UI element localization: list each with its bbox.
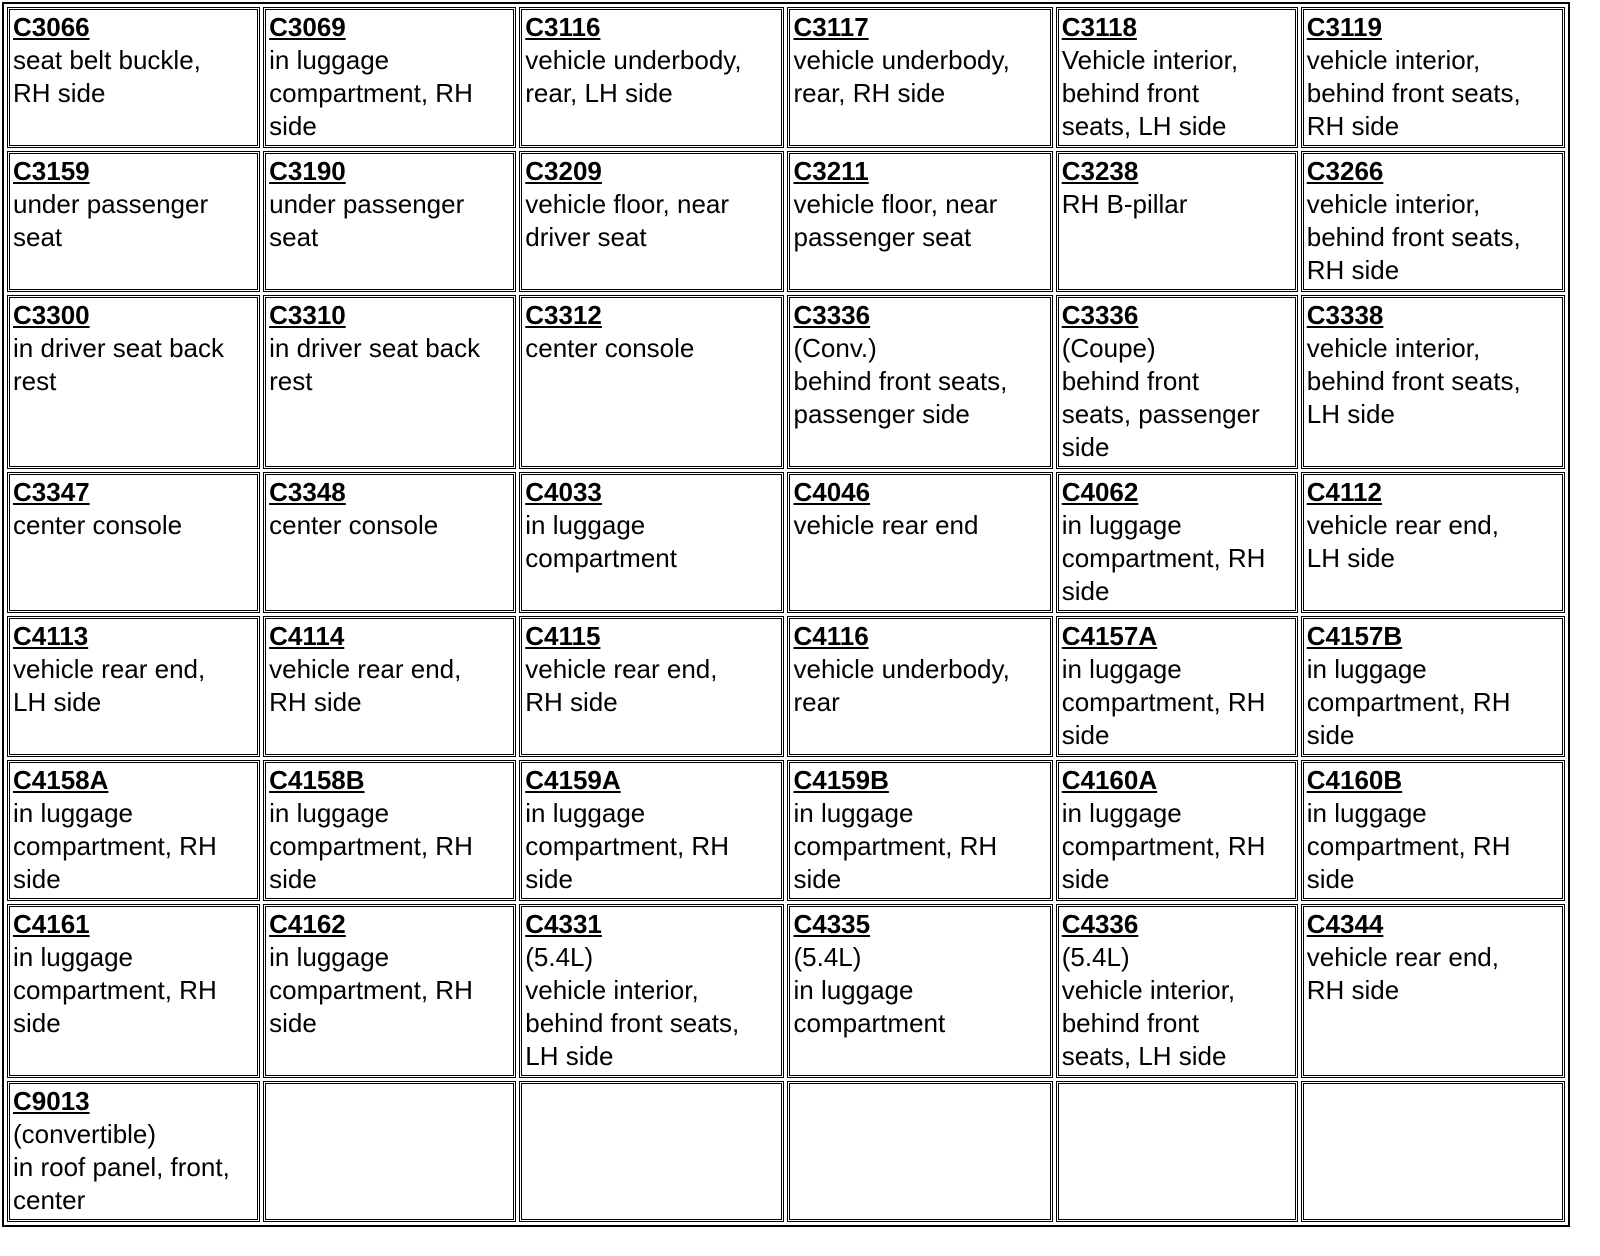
connector-location: center console (269, 510, 439, 540)
connector-location: in driver seat back rest (269, 333, 481, 396)
connector-location: in luggage compartment, RH side (269, 45, 473, 141)
connector-id-link[interactable]: C3117 (793, 12, 869, 42)
connector-id-link[interactable]: C4062 (1061, 477, 1139, 507)
connector-id-link[interactable]: C4157B (1306, 621, 1403, 651)
connector-cell (7, 295, 260, 469)
connector-id-link[interactable]: C4335 (793, 909, 871, 939)
connector-cell (787, 904, 1052, 1078)
connector-cell (1301, 760, 1565, 901)
connector-id-link[interactable]: C3159 (13, 156, 90, 186)
table-row (7, 151, 1565, 292)
connector-location: in luggage compartment, RH side (1061, 510, 1266, 606)
connector-location: vehicle floor, near driver seat (525, 189, 730, 252)
empty-cell (1056, 1081, 1298, 1222)
connector-location: vehicle rear end, LH side (13, 654, 206, 717)
connector-cell (263, 151, 516, 292)
connector-id-link[interactable]: C3348 (269, 477, 346, 507)
connector-id-link[interactable]: C3310 (269, 300, 346, 330)
connector-cell (1056, 760, 1298, 901)
connector-cell (1301, 7, 1565, 148)
connector-id-link[interactable]: C3118 (1061, 12, 1137, 42)
connector-cell (519, 616, 784, 757)
connector-location: vehicle underbody, rear, LH side (525, 45, 742, 108)
connector-location: (5.4L) vehicle interior, behind front seats, LH side (525, 942, 740, 1071)
connector-table-body (7, 7, 1565, 1222)
connector-id-link[interactable]: C4113 (13, 621, 89, 651)
connector-location: (5.4L) in luggage compartment (793, 942, 946, 1038)
connector-id-link[interactable]: C4112 (1306, 477, 1382, 507)
connector-location: (5.4L) vehicle interior, behind front seats, LH side (1061, 942, 1236, 1071)
connector-location: vehicle rear end (793, 510, 979, 540)
connector-location: in luggage compartment (525, 510, 677, 573)
connector-location: vehicle underbody, rear (793, 654, 1010, 717)
connector-location: Vehicle interior, behind front seats, LH side (1061, 45, 1239, 141)
connector-cell (1301, 616, 1565, 757)
connector-cell (787, 151, 1052, 292)
connector-id-link[interactable]: C3119 (1306, 12, 1382, 42)
connector-id-link[interactable]: C3300 (13, 300, 90, 330)
connector-cell (7, 616, 260, 757)
connector-cell (787, 7, 1052, 148)
connector-id-link[interactable]: C3066 (13, 12, 90, 42)
connector-cell (787, 760, 1052, 901)
connector-location: vehicle interior, behind front seats, LH side (1306, 333, 1521, 429)
connector-id-link[interactable]: C4331 (525, 909, 602, 939)
connector-location: in luggage compartment, RH side (1306, 654, 1511, 750)
connector-location: vehicle floor, near passenger seat (793, 189, 998, 252)
connector-location: in luggage compartment, RH side (13, 942, 217, 1038)
connector-id-link[interactable]: C9013 (13, 1086, 90, 1116)
connector-cell (1056, 472, 1298, 613)
connector-location: in luggage compartment, RH side (269, 798, 473, 894)
connector-location: RH B-pillar (1061, 189, 1188, 219)
connector-cell (519, 760, 784, 901)
connector-location: in luggage compartment, RH side (1061, 798, 1266, 894)
connector-id-link[interactable]: C3069 (269, 12, 346, 42)
connector-cell (1056, 7, 1298, 148)
connector-cell (519, 904, 784, 1078)
connector-id-link[interactable]: C4033 (525, 477, 602, 507)
connector-id-link[interactable]: C4159B (793, 765, 889, 795)
connector-id-link[interactable]: C3190 (269, 156, 346, 186)
connector-id-link[interactable]: C3211 (793, 156, 869, 186)
connector-id-link[interactable]: C3238 (1061, 156, 1139, 186)
connector-cell (1301, 904, 1565, 1078)
table-row (7, 472, 1565, 613)
connector-cell (7, 472, 260, 613)
connector-id-link[interactable]: C4114 (269, 621, 345, 651)
connector-id-link[interactable]: C4160A (1061, 765, 1158, 795)
connector-location: (Coupe) behind front seats, passenger side (1061, 333, 1260, 462)
connector-cell (263, 904, 516, 1078)
connector-cell (1056, 295, 1298, 469)
connector-cell (1056, 151, 1298, 292)
connector-location: under passenger seat (13, 189, 209, 252)
table-row (7, 616, 1565, 757)
connector-location: vehicle rear end, RH side (525, 654, 718, 717)
connector-location: vehicle rear end, RH side (269, 654, 462, 717)
connector-cell (7, 760, 260, 901)
table-row (7, 904, 1565, 1078)
connector-id-link[interactable]: C4158B (269, 765, 365, 795)
connector-location: under passenger seat (269, 189, 465, 252)
connector-id-link[interactable]: C3336 (1061, 300, 1139, 330)
connector-cell (263, 7, 516, 148)
connector-location: vehicle rear end, LH side (1306, 510, 1499, 573)
connector-id-link[interactable]: C4161 (13, 909, 90, 939)
connector-id-link[interactable]: C3336 (793, 300, 871, 330)
connector-location: in luggage compartment, RH side (525, 798, 729, 894)
connector-location: vehicle rear end, RH side (1306, 942, 1499, 1005)
connector-id-link[interactable]: C4046 (793, 477, 871, 507)
connector-cell (263, 295, 516, 469)
connector-cell (7, 7, 260, 148)
connector-location: in luggage compartment, RH side (1306, 798, 1511, 894)
connector-location: center console (525, 333, 695, 363)
connector-location: in luggage compartment, RH side (793, 798, 998, 894)
connector-cell (263, 760, 516, 901)
connector-location: seat belt buckle, RH side (13, 45, 201, 108)
connector-location: center console (13, 510, 183, 540)
empty-cell (263, 1081, 516, 1222)
connector-cell (519, 151, 784, 292)
connector-location: vehicle underbody, rear, RH side (793, 45, 1010, 108)
connector-cell (1301, 151, 1565, 292)
connector-id-link[interactable]: C3209 (525, 156, 602, 186)
connector-id-link[interactable]: C4344 (1306, 909, 1384, 939)
connector-location: in luggage compartment, RH side (269, 942, 473, 1038)
connector-location: (convertible) in roof panel, front, center (13, 1119, 230, 1215)
connector-cell (519, 7, 784, 148)
connector-cell (787, 616, 1052, 757)
connector-id-link[interactable]: C4158A (13, 765, 109, 795)
connector-location: in driver seat back rest (13, 333, 224, 396)
connector-cell (1301, 295, 1565, 469)
connector-cell (519, 295, 784, 469)
table-row (7, 295, 1565, 469)
connector-location: vehicle interior, behind front seats, RH side (1306, 189, 1521, 285)
connector-cell (1056, 904, 1298, 1078)
table-row (7, 1081, 1565, 1222)
connector-id-link[interactable]: C3116 (525, 12, 601, 42)
connector-cell (519, 472, 784, 613)
connector-id-link[interactable]: C4160B (1306, 765, 1403, 795)
connector-id-link[interactable]: C3312 (525, 300, 602, 330)
connector-location: in luggage compartment, RH side (13, 798, 217, 894)
empty-cell (787, 1081, 1052, 1222)
table-row (7, 760, 1565, 901)
connector-cell (7, 151, 260, 292)
connector-id-link[interactable]: C3338 (1306, 300, 1384, 330)
connector-id-link[interactable]: C4159A (525, 765, 621, 795)
connector-location: in luggage compartment, RH side (1061, 654, 1266, 750)
connector-id-link[interactable]: C4115 (525, 621, 601, 651)
connector-id-link[interactable]: C4336 (1061, 909, 1139, 939)
table-row (7, 7, 1565, 148)
connector-cell (787, 472, 1052, 613)
connector-cell (1056, 616, 1298, 757)
connector-id-link[interactable]: C3347 (13, 477, 90, 507)
connector-cell (263, 472, 516, 613)
connector-id-link[interactable]: C4162 (269, 909, 346, 939)
connector-location-table (2, 2, 1570, 1227)
connector-cell (7, 904, 260, 1078)
empty-cell (519, 1081, 784, 1222)
connector-id-link[interactable]: C3266 (1306, 156, 1384, 186)
empty-cell (1301, 1081, 1565, 1222)
connector-cell (7, 1081, 260, 1222)
connector-id-link[interactable]: C4116 (793, 621, 869, 651)
connector-cell (787, 295, 1052, 469)
connector-cell (263, 616, 516, 757)
connector-cell (1301, 472, 1565, 613)
connector-location: (Conv.) behind front seats, passenger side (793, 333, 1008, 429)
connector-id-link[interactable]: C4157A (1061, 621, 1158, 651)
connector-location: vehicle interior, behind front seats, RH side (1306, 45, 1521, 141)
